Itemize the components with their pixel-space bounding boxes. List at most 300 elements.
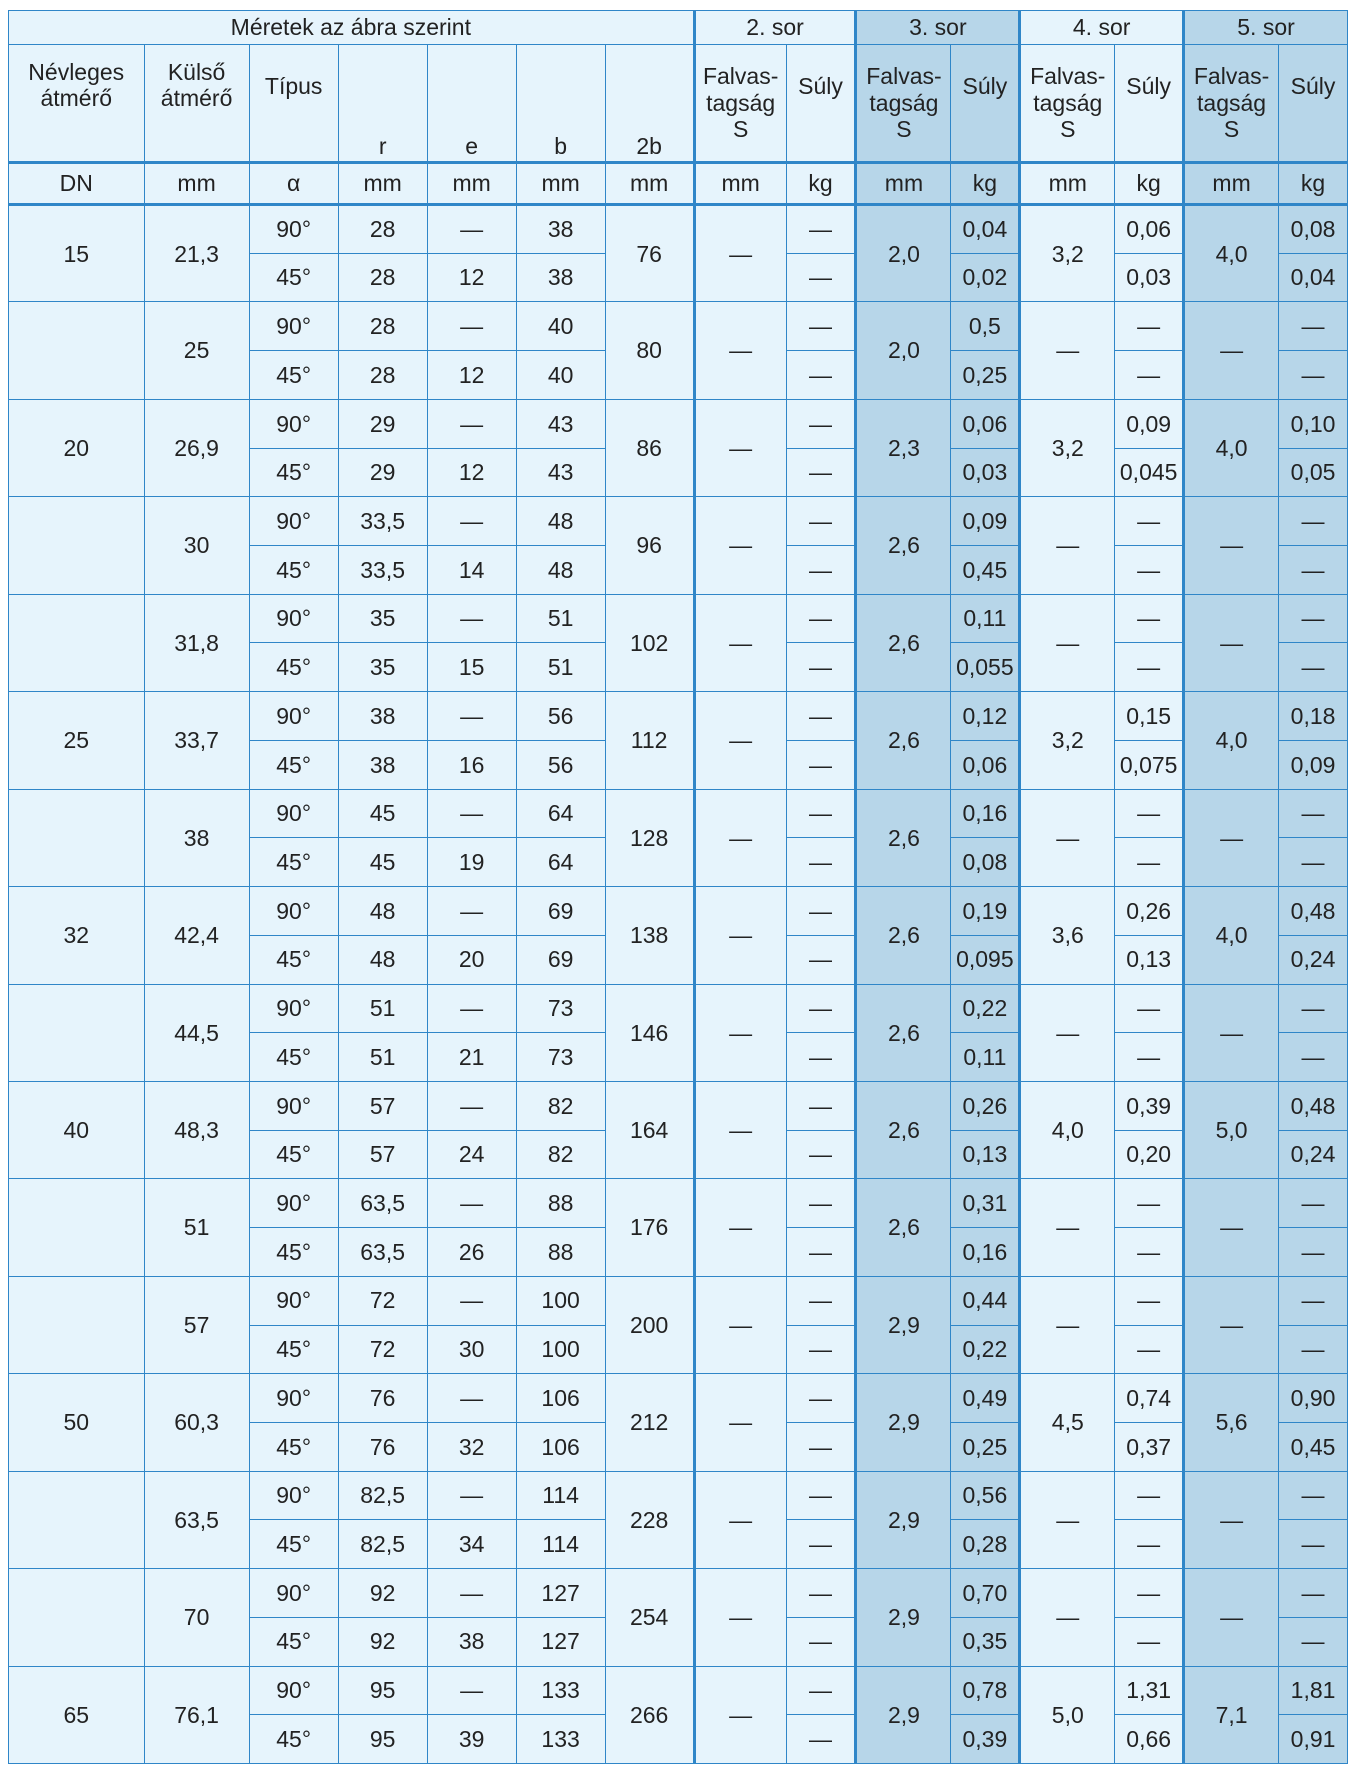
nominal-diameter-cell (9, 789, 145, 886)
table-row (9, 692, 1348, 741)
wall-thickness-s5-cell: 4,0 (1184, 692, 1279, 789)
weight-s3-cell: 0,055 (951, 643, 1020, 692)
r-cell: 57 (338, 1130, 427, 1179)
wall-thickness-s2-cell: — (694, 1569, 786, 1666)
unit-cell: DN (9, 163, 145, 205)
weight-s2-cell: — (786, 984, 856, 1033)
wall-thickness-s3-cell: 2,9 (856, 1471, 951, 1568)
b-cell: 43 (516, 448, 605, 497)
weight-s4-cell: — (1115, 1276, 1184, 1325)
weight-s5-cell: 0,48 (1279, 1081, 1348, 1130)
unit-cell: mm (338, 163, 427, 205)
nominal-diameter-cell (9, 984, 145, 1081)
weight-s2-cell: — (786, 1715, 856, 1764)
weight-s3-cell: 0,22 (951, 1325, 1020, 1374)
wall-thickness-s4-cell: 3,2 (1020, 205, 1115, 302)
wall-thickness-s5-cell: 5,0 (1184, 1081, 1279, 1178)
nominal-diameter-cell: 32 (9, 887, 145, 984)
series-2-header: 2. sor (694, 11, 856, 45)
weight-s3-cell: 0,5 (951, 302, 1020, 351)
type-angle-cell: 90° (249, 1471, 338, 1520)
weight-s5-cell: — (1279, 1179, 1348, 1228)
table-row (9, 1276, 1348, 1325)
b-cell: 73 (516, 984, 605, 1033)
r-cell: 38 (338, 740, 427, 789)
e-cell: 20 (427, 935, 516, 984)
weight-s2-cell: — (786, 448, 856, 497)
outer-diameter-cell: 51 (144, 1179, 249, 1276)
weight-s2-cell: — (786, 399, 856, 448)
wall-thickness-s3-cell: 2,0 (856, 302, 951, 399)
wall-thickness-s3-cell: 2,6 (856, 692, 951, 789)
outer-diameter-cell: 25 (144, 302, 249, 399)
weight-s5-cell: — (1279, 643, 1348, 692)
weight-s3-cell: 0,26 (951, 1081, 1020, 1130)
type-angle-cell: 90° (249, 1081, 338, 1130)
type-angle-cell: 90° (249, 1666, 338, 1715)
e-cell: — (427, 1374, 516, 1423)
b-cell: 64 (516, 789, 605, 838)
e-cell: 12 (427, 448, 516, 497)
e-cell: 14 (427, 546, 516, 595)
weight-s2-cell: — (786, 1228, 856, 1277)
weight-s4-cell: — (1115, 1228, 1184, 1277)
e-cell: — (427, 399, 516, 448)
b-cell: 88 (516, 1228, 605, 1277)
weight-s4-cell: — (1115, 789, 1184, 838)
wall-thickness-s3-cell: 2,6 (856, 1179, 951, 1276)
weight-s4-cell: 0,15 (1115, 692, 1184, 741)
wall-thickness-s4-cell: — (1020, 1276, 1115, 1373)
type-angle-cell: 45° (249, 1715, 338, 1764)
nominal-diameter-cell: 40 (9, 1081, 145, 1178)
weight-s3-cell: 0,13 (951, 1130, 1020, 1179)
table-row (9, 1081, 1348, 1130)
two-b-cell: 254 (605, 1569, 694, 1666)
r-cell: 51 (338, 984, 427, 1033)
weight-s5-cell: 0,48 (1279, 887, 1348, 936)
r-cell: 48 (338, 935, 427, 984)
e-cell: 24 (427, 1130, 516, 1179)
weight-s2-cell: — (786, 643, 856, 692)
weight-s4-cell: — (1115, 643, 1184, 692)
type-angle-cell: 90° (249, 789, 338, 838)
outer-diameter-cell: 38 (144, 789, 249, 886)
weight-s3-cell: 0,06 (951, 399, 1020, 448)
unit-cell: kg (951, 163, 1020, 205)
wall-thickness-s5-cell: — (1184, 1179, 1279, 1276)
outer-diameter-cell: 63,5 (144, 1471, 249, 1568)
e-cell: — (427, 1276, 516, 1325)
weight-s3-cell: 0,39 (951, 1715, 1020, 1764)
wall-thickness-s2-cell: — (694, 1374, 786, 1471)
wall-thickness-label: Falvas-tagság (1030, 63, 1106, 116)
two-b-cell: 200 (605, 1276, 694, 1373)
r-cell: 28 (338, 253, 427, 302)
e-cell: — (427, 594, 516, 643)
type-angle-cell: 90° (249, 1374, 338, 1423)
unit-cell: kg (1115, 163, 1184, 205)
weight-s5-cell: — (1279, 984, 1348, 1033)
s-letter: S (1060, 116, 1076, 143)
outer-diameter-cell: 33,7 (144, 692, 249, 789)
r-cell: 95 (338, 1715, 427, 1764)
e-cell: — (427, 1666, 516, 1715)
b-cell: 133 (516, 1715, 605, 1764)
wall-thickness-label: Falvas-tagság (1193, 63, 1270, 116)
b-cell: 43 (516, 399, 605, 448)
weight-s2-cell: — (786, 1569, 856, 1618)
weight-s2-cell: — (786, 1130, 856, 1179)
wall-thickness-s4-cell: — (1020, 302, 1115, 399)
wall-thickness-s2-cell: — (694, 692, 786, 789)
series-5-header: 5. sor (1184, 11, 1348, 45)
header-outer-diameter: Külső átmérő (144, 45, 249, 163)
weight-s5-cell: 0,45 (1279, 1422, 1348, 1471)
type-angle-cell: 90° (249, 887, 338, 936)
weight-s4-cell: — (1115, 984, 1184, 1033)
nominal-diameter-cell (9, 1471, 145, 1568)
two-b-cell: 164 (605, 1081, 694, 1178)
weight-s4-cell: — (1115, 546, 1184, 595)
unit-cell: kg (1279, 163, 1348, 205)
b-cell: 127 (516, 1569, 605, 1618)
weight-s2-cell: — (786, 1374, 856, 1423)
table-row (9, 594, 1348, 643)
two-b-cell: 176 (605, 1179, 694, 1276)
wall-thickness-s3-cell: 2,3 (856, 399, 951, 496)
wall-thickness-s2-cell: — (694, 984, 786, 1081)
r-cell: 57 (338, 1081, 427, 1130)
outer-diameter-cell: 42,4 (144, 887, 249, 984)
weight-s2-cell: — (786, 205, 856, 254)
weight-s5-cell: — (1279, 594, 1348, 643)
type-angle-cell: 45° (249, 1325, 338, 1374)
weight-s5-cell: — (1279, 1471, 1348, 1520)
b-cell: 51 (516, 643, 605, 692)
weight-s2-cell: — (786, 1471, 856, 1520)
r-cell: 45 (338, 789, 427, 838)
outer-diameter-cell: 70 (144, 1569, 249, 1666)
table-row (9, 1179, 1348, 1228)
b-cell: 114 (516, 1520, 605, 1569)
unit-cell: α (249, 163, 338, 205)
outer-diameter-cell: 30 (144, 497, 249, 594)
b-cell: 48 (516, 497, 605, 546)
wall-thickness-s3-cell: 2,9 (856, 1666, 951, 1763)
nominal-diameter-cell (9, 1276, 145, 1373)
table-row (9, 789, 1348, 838)
weight-s3-cell: 0,70 (951, 1569, 1020, 1618)
wall-thickness-s5-cell: 5,6 (1184, 1374, 1279, 1471)
type-angle-cell: 45° (249, 1422, 338, 1471)
weight-s4-cell: — (1115, 1520, 1184, 1569)
weight-s4-cell: — (1115, 594, 1184, 643)
weight-s3-cell: 0,095 (951, 935, 1020, 984)
weight-s4-cell: 1,31 (1115, 1666, 1184, 1715)
type-angle-cell: 90° (249, 205, 338, 254)
table-row (9, 1666, 1348, 1715)
weight-s2-cell: — (786, 887, 856, 936)
b-cell: 106 (516, 1374, 605, 1423)
s-letter: S (1223, 116, 1240, 143)
b-cell: 38 (516, 253, 605, 302)
weight-s4-cell: — (1115, 838, 1184, 887)
weight-s4-cell: — (1115, 302, 1184, 351)
weight-s5-cell: — (1279, 302, 1348, 351)
wall-thickness-s2-cell: — (694, 1666, 786, 1763)
header-weight-s5: Súly (1279, 45, 1348, 163)
b-cell: 127 (516, 1617, 605, 1666)
weight-s4-cell: 0,06 (1115, 205, 1184, 254)
weight-s3-cell: 0,08 (951, 838, 1020, 887)
b-cell: 38 (516, 205, 605, 254)
e-cell: 21 (427, 1033, 516, 1082)
wall-thickness-s3-cell: 2,9 (856, 1374, 951, 1471)
weight-s2-cell: — (786, 1422, 856, 1471)
weight-s3-cell: 0,45 (951, 546, 1020, 595)
b-cell: 100 (516, 1276, 605, 1325)
wall-thickness-s4-cell: 4,0 (1020, 1081, 1115, 1178)
wall-thickness-s4-cell: 3,2 (1020, 692, 1115, 789)
wall-thickness-s2-cell: — (694, 497, 786, 594)
weight-s4-cell: — (1115, 497, 1184, 546)
table-row (9, 205, 1348, 254)
weight-s5-cell: — (1279, 838, 1348, 887)
type-angle-cell: 45° (249, 1228, 338, 1277)
header-nominal-diameter: Névleges átmérő (9, 45, 145, 163)
wall-thickness-s5-cell: 7,1 (1184, 1666, 1279, 1763)
wall-thickness-s2-cell: — (694, 887, 786, 984)
weight-s4-cell: — (1115, 1033, 1184, 1082)
series-3-header: 3. sor (856, 11, 1020, 45)
r-cell: 51 (338, 1033, 427, 1082)
header-b: b (516, 45, 605, 163)
wall-thickness-label: Falvas-tagság (866, 63, 942, 116)
weight-s4-cell: 0,39 (1115, 1081, 1184, 1130)
b-cell: 106 (516, 1422, 605, 1471)
wall-thickness-s4-cell: — (1020, 497, 1115, 594)
r-cell: 38 (338, 692, 427, 741)
weight-s5-cell: 0,90 (1279, 1374, 1348, 1423)
wall-thickness-s3-cell: 2,9 (856, 1569, 951, 1666)
table-row (9, 984, 1348, 1033)
wall-thickness-s4-cell: — (1020, 1471, 1115, 1568)
nominal-diameter-cell: 15 (9, 205, 145, 302)
weight-s3-cell: 0,35 (951, 1617, 1020, 1666)
e-cell: — (427, 1471, 516, 1520)
type-angle-cell: 90° (249, 302, 338, 351)
type-angle-cell: 45° (249, 448, 338, 497)
weight-s3-cell: 0,04 (951, 205, 1020, 254)
type-angle-cell: 45° (249, 1033, 338, 1082)
weight-s5-cell: — (1279, 1276, 1348, 1325)
wall-thickness-s3-cell: 2,6 (856, 887, 951, 984)
nominal-diameter-cell: 50 (9, 1374, 145, 1471)
wall-thickness-s5-cell: 4,0 (1184, 887, 1279, 984)
b-cell: 48 (516, 546, 605, 595)
nominal-diameter-cell: 25 (9, 692, 145, 789)
two-b-cell: 228 (605, 1471, 694, 1568)
wall-thickness-s2-cell: — (694, 1471, 786, 1568)
two-b-cell: 266 (605, 1666, 694, 1763)
r-cell: 72 (338, 1325, 427, 1374)
r-cell: 33,5 (338, 546, 427, 595)
e-cell: — (427, 302, 516, 351)
weight-s5-cell: — (1279, 1617, 1348, 1666)
two-b-cell: 112 (605, 692, 694, 789)
weight-s5-cell: 0,05 (1279, 448, 1348, 497)
outer-diameter-cell: 57 (144, 1276, 249, 1373)
outer-diameter-cell: 44,5 (144, 984, 249, 1081)
header-wall-thickness-s5 (1184, 45, 1279, 163)
weight-s3-cell: 0,11 (951, 1033, 1020, 1082)
wall-thickness-s5-cell: — (1184, 594, 1279, 691)
r-cell: 82,5 (338, 1520, 427, 1569)
weight-s5-cell: 0,18 (1279, 692, 1348, 741)
weight-s5-cell: — (1279, 789, 1348, 838)
e-cell: 26 (427, 1228, 516, 1277)
weight-s4-cell: — (1115, 1569, 1184, 1618)
weight-s5-cell: 0,24 (1279, 1130, 1348, 1179)
header-type: Típus (249, 45, 338, 163)
weight-s3-cell: 0,02 (951, 253, 1020, 302)
nominal-diameter-cell (9, 1569, 145, 1666)
r-cell: 48 (338, 887, 427, 936)
weight-s5-cell: 0,09 (1279, 740, 1348, 789)
type-angle-cell: 45° (249, 1617, 338, 1666)
e-cell: 32 (427, 1422, 516, 1471)
nominal-diameter-cell (9, 594, 145, 691)
wall-thickness-s3-cell: 2,6 (856, 789, 951, 886)
weight-s3-cell: 0,12 (951, 692, 1020, 741)
e-cell: 39 (427, 1715, 516, 1764)
weight-s2-cell: — (786, 1617, 856, 1666)
wall-thickness-s4-cell: 3,6 (1020, 887, 1115, 984)
wall-thickness-s4-cell: 3,2 (1020, 399, 1115, 496)
r-cell: 28 (338, 205, 427, 254)
e-cell: 34 (427, 1520, 516, 1569)
outer-diameter-cell: 60,3 (144, 1374, 249, 1471)
weight-s4-cell: — (1115, 351, 1184, 400)
weight-s2-cell: — (786, 1033, 856, 1082)
two-b-cell: 76 (605, 205, 694, 302)
wall-thickness-label: Falvas-tagság (702, 63, 779, 116)
wall-thickness-s2-cell: — (694, 789, 786, 886)
nominal-diameter-cell (9, 302, 145, 399)
nominal-diameter-cell: 20 (9, 399, 145, 496)
units-row (9, 163, 1348, 205)
two-b-cell: 80 (605, 302, 694, 399)
weight-s5-cell: 1,81 (1279, 1666, 1348, 1715)
series-4-header: 4. sor (1020, 11, 1184, 45)
wall-thickness-s2-cell: — (694, 399, 786, 496)
weight-s5-cell: — (1279, 1520, 1348, 1569)
weight-s4-cell: 0,26 (1115, 887, 1184, 936)
nominal-diameter-cell: 65 (9, 1666, 145, 1763)
weight-s3-cell: 0,25 (951, 1422, 1020, 1471)
type-angle-cell: 90° (249, 399, 338, 448)
weight-s5-cell: — (1279, 1325, 1348, 1374)
header-weight-s2: Súly (786, 45, 856, 163)
r-cell: 92 (338, 1617, 427, 1666)
weight-s2-cell: — (786, 1276, 856, 1325)
weight-s5-cell: 0,24 (1279, 935, 1348, 984)
wall-thickness-s3-cell: 2,0 (856, 205, 951, 302)
wall-thickness-s3-cell: 2,6 (856, 1081, 951, 1178)
weight-s5-cell: — (1279, 351, 1348, 400)
weight-s3-cell: 0,28 (951, 1520, 1020, 1569)
e-cell: 30 (427, 1325, 516, 1374)
wall-thickness-s3-cell: 2,6 (856, 497, 951, 594)
r-cell: 63,5 (338, 1228, 427, 1277)
weight-s3-cell: 0,56 (951, 1471, 1020, 1520)
table-row (9, 887, 1348, 936)
e-cell: — (427, 1081, 516, 1130)
weight-s5-cell: 0,04 (1279, 253, 1348, 302)
r-cell: 28 (338, 351, 427, 400)
wall-thickness-s5-cell: — (1184, 302, 1279, 399)
r-cell: 35 (338, 643, 427, 692)
table-row (9, 1471, 1348, 1520)
weight-s4-cell: — (1115, 1325, 1184, 1374)
header-e: e (427, 45, 516, 163)
b-cell: 88 (516, 1179, 605, 1228)
b-cell: 40 (516, 302, 605, 351)
weight-s2-cell: — (786, 594, 856, 643)
r-cell: 76 (338, 1374, 427, 1423)
b-cell: 73 (516, 1033, 605, 1082)
wall-thickness-s3-cell: 2,6 (856, 984, 951, 1081)
outer-diameter-cell: 26,9 (144, 399, 249, 496)
weight-s3-cell: 0,31 (951, 1179, 1020, 1228)
two-b-cell: 128 (605, 789, 694, 886)
weight-s2-cell: — (786, 1081, 856, 1130)
wall-thickness-s5-cell: 4,0 (1184, 205, 1279, 302)
type-angle-cell: 45° (249, 253, 338, 302)
table-row (9, 497, 1348, 546)
wall-thickness-s3-cell: 2,6 (856, 594, 951, 691)
r-cell: 95 (338, 1666, 427, 1715)
weight-s3-cell: 0,16 (951, 789, 1020, 838)
dimensions-group-header: Méretek az ábra szerint (9, 11, 695, 45)
b-cell: 64 (516, 838, 605, 887)
e-cell: 19 (427, 838, 516, 887)
weight-s2-cell: — (786, 838, 856, 887)
type-angle-cell: 45° (249, 643, 338, 692)
two-b-cell: 102 (605, 594, 694, 691)
type-angle-cell: 90° (249, 594, 338, 643)
weight-s3-cell: 0,11 (951, 594, 1020, 643)
weight-s2-cell: — (786, 253, 856, 302)
r-cell: 92 (338, 1569, 427, 1618)
weight-s3-cell: 0,19 (951, 887, 1020, 936)
r-cell: 35 (338, 594, 427, 643)
type-angle-cell: 45° (249, 546, 338, 595)
header-row-columns (9, 45, 1348, 163)
b-cell: 69 (516, 887, 605, 936)
weight-s4-cell: 0,03 (1115, 253, 1184, 302)
s-letter: S (732, 116, 749, 143)
wall-thickness-s2-cell: — (694, 1276, 786, 1373)
table-row (9, 399, 1348, 448)
e-cell: 38 (427, 1617, 516, 1666)
unit-cell: mm (144, 163, 249, 205)
weight-s3-cell: 0,09 (951, 497, 1020, 546)
b-cell: 40 (516, 351, 605, 400)
type-angle-cell: 90° (249, 1276, 338, 1325)
unit-cell: mm (856, 163, 951, 205)
